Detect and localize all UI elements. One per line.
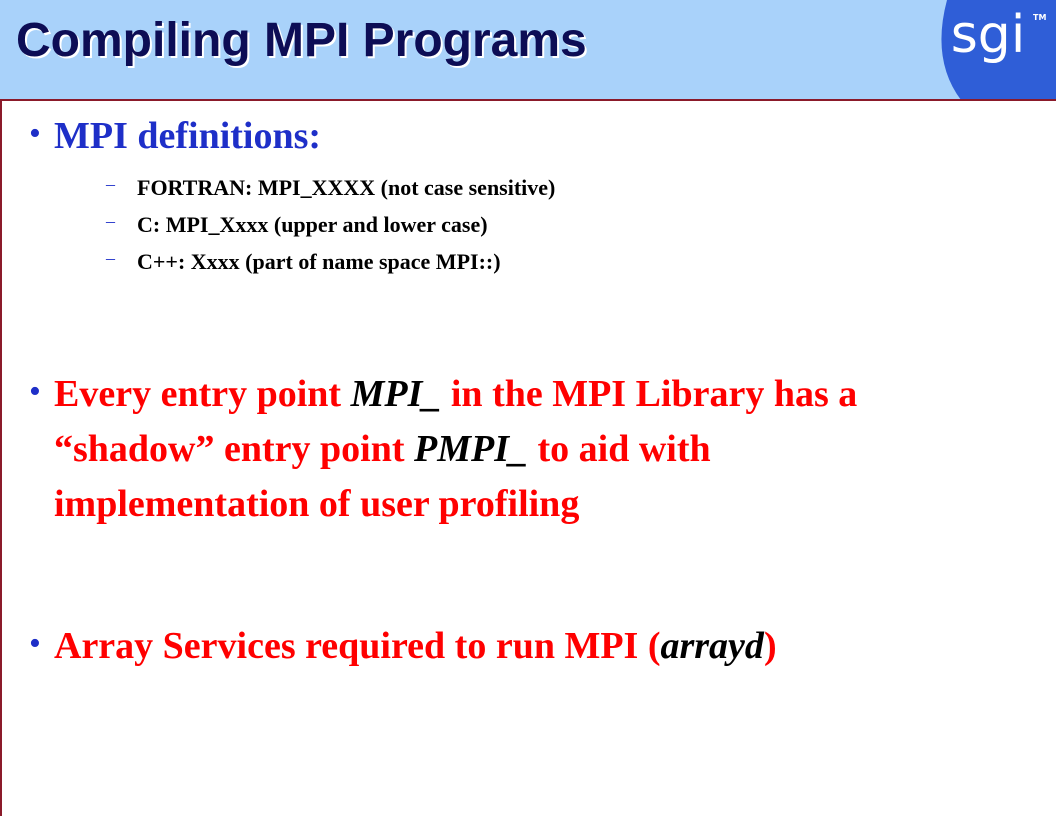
arrayd-daemon: arrayd	[660, 625, 764, 667]
bullet-mpi-definitions: MPI definitions:	[54, 115, 322, 157]
bullet-entry-point-line-2: “shadow” entry point PMPI_ to aid with	[54, 428, 711, 470]
sub-bullet-c: C: MPI_Xxxx (upper and lower case)	[137, 212, 488, 237]
round-bullet-icon: •	[29, 625, 41, 662]
pmpi-prefix: PMPI_	[414, 428, 528, 470]
bullet-array-services: Array Services required to run MPI (arrayd)	[54, 625, 777, 667]
dash-icon: –	[106, 174, 115, 194]
round-bullet-icon: •	[29, 373, 41, 410]
title-bar	[0, 0, 1056, 100]
sub-bullet-cpp: C++: Xxxx (part of name space MPI::)	[137, 249, 501, 274]
left-border	[0, 100, 2, 816]
bullet-entry-point-line-3: implementation of user profiling	[54, 483, 580, 525]
header-divider	[0, 99, 1056, 101]
sub-bullet-fortran: FORTRAN: MPI_XXXX (not case sensitive)	[137, 175, 556, 200]
slide-title: Compiling MPI Programs	[16, 14, 587, 67]
sgi-logo: sgi	[950, 5, 1026, 65]
mpi-prefix: MPI_	[350, 373, 442, 415]
dash-icon: –	[106, 211, 115, 231]
dash-icon: –	[106, 248, 115, 268]
trademark-mark: TM	[1033, 13, 1047, 22]
bullet-entry-point-line-1: Every entry point MPI_ in the MPI Library has a	[54, 373, 858, 415]
round-bullet-icon: •	[29, 115, 41, 152]
